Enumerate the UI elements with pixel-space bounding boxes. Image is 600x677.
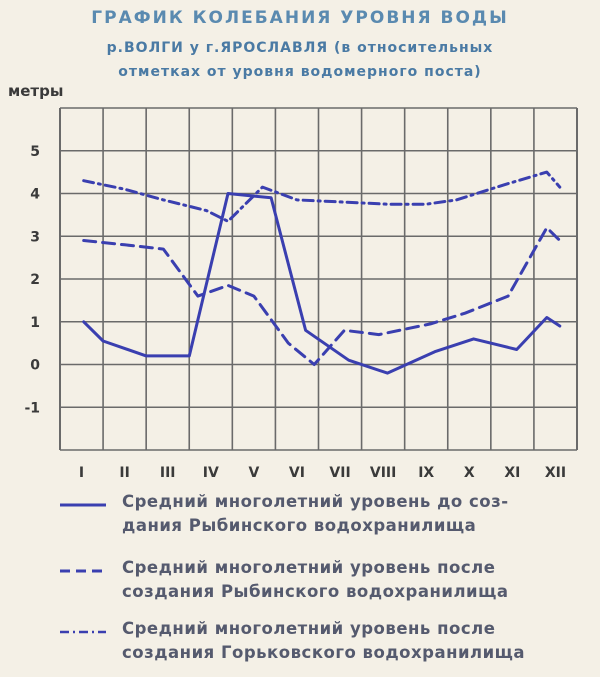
x-tick-label: I [78,465,85,481]
y-tick-label: 3 [30,229,40,246]
series-line-solid [84,194,560,374]
y-axis-label: метры [8,82,64,100]
legend-label-dashed-line2: создания Рыбинского водохранилища [122,582,509,601]
x-tick-label: VIII [369,465,397,481]
legend-item-dashed [60,556,600,616]
y-tick-label: 1 [30,314,40,331]
legend-label-dashed-line1: Средний многолетний уровень после [122,558,496,577]
legend-label-solid-line2: дания Рыбинского водохранилища [122,516,477,535]
chart-title: ГРАФИК КОЛЕБАНИЯ УРОВНЯ ВОДЫ [91,8,509,28]
x-tick-label: X [463,465,475,481]
series-line-dashdot [84,172,560,221]
x-tick-label: IX [418,465,435,481]
x-tick-label: VII [329,465,351,481]
legend-swatch-solid [60,500,110,510]
x-tick-label: III [159,465,176,481]
x-tick-label: IV [202,465,219,481]
legend-label-dashdot-line2: создания Горьковского водохранилища [122,643,526,662]
y-tick-label: 2 [30,272,40,288]
y-tick-label: 4 [30,186,40,203]
legend-swatch-dashed [60,566,110,576]
legend-label-dashdot-line1: Средний многолетний уровень после [122,619,496,638]
legend-label-solid-line1: Средний многолетний уровень до соз- [122,492,509,511]
y-tick-label: 0 [30,357,40,374]
legend-item-dashdot [60,617,600,677]
x-tick-label: V [248,465,260,481]
y-tick-label: -1 [24,400,40,417]
x-tick-label: XI [504,465,521,481]
x-tick-label: II [119,465,130,481]
legend-swatch-dashdot [60,627,110,637]
y-tick-label: 5 [30,143,40,160]
x-tick-label: VI [288,465,305,481]
x-tick-label: XII [544,465,567,481]
legend-item-solid [60,490,600,550]
chart-subtitle-line2: отметках от уровня водомерного поста) [118,64,482,80]
chart-subtitle-line1: р.ВОЛГИ у г.ЯРОСЛАВЛЯ (в относительных [106,40,494,56]
